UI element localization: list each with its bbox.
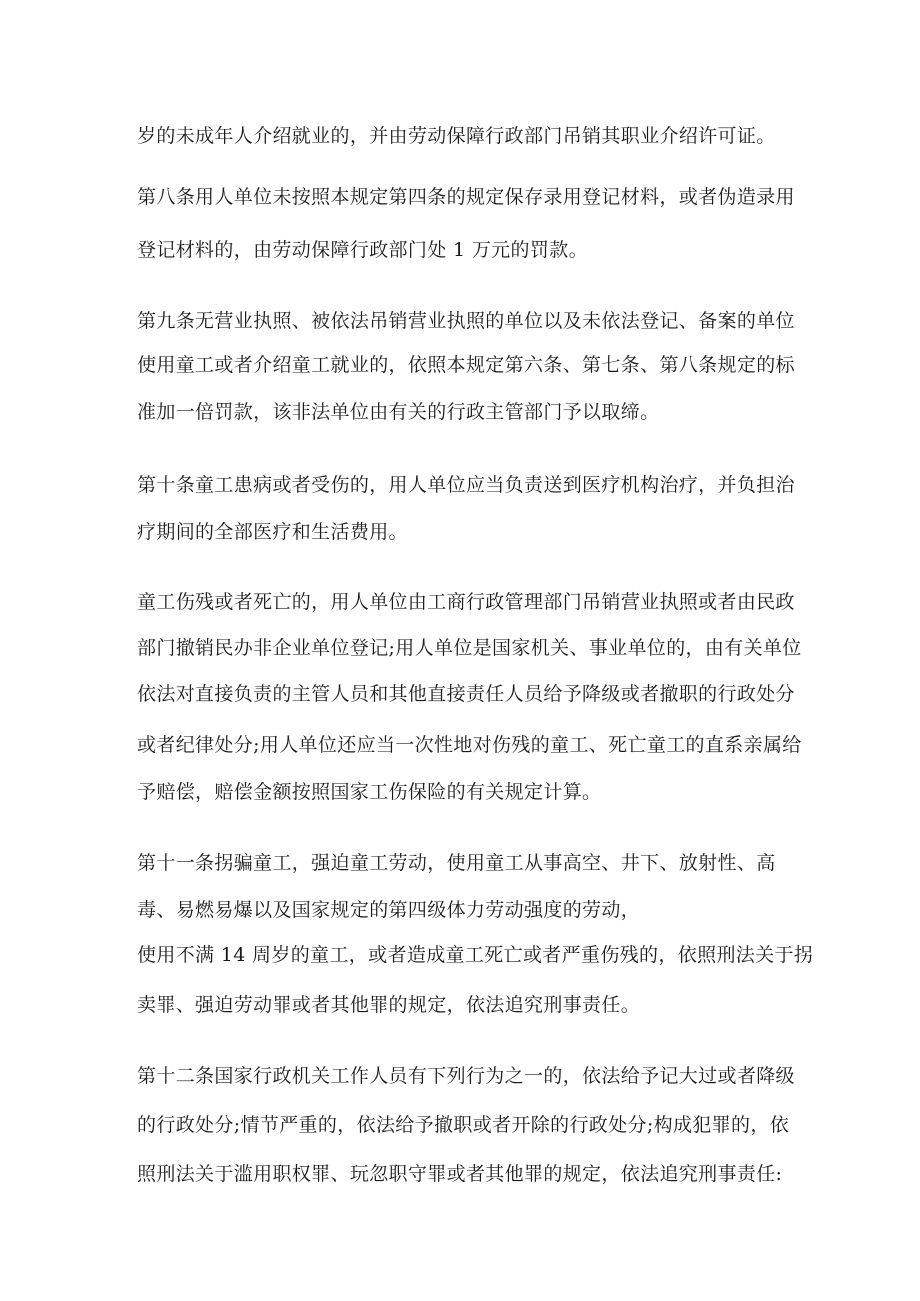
text-line: 使用童工或者介绍童工就业的，依照本规定第六条、第七条、第八条规定的标 [137, 354, 795, 376]
text-line: 准加一倍罚款，该非法单位由有关的行政主管部门予以取缔。 [137, 401, 660, 423]
text-line: 岁的未成年人介绍就业的，并由劳动保障行政部门吊销其职业介绍许可证。 [137, 125, 776, 147]
text-line: 部门撤销民办非企业单位登记;用人单位是国家机关、事业单位的，由有关单位 [137, 637, 802, 659]
text-line: 第九条无营业执照、被依法吊销营业执照的单位以及未依法登记、备案的单位 [137, 310, 795, 332]
text-line: 童工伤残或者死亡的，用人单位由工商行政管理部门吊销营业执照或者由民政 [137, 591, 795, 613]
text-line: 第十条童工患病或者受伤的，用人单位应当负责送到医疗机构治疗，并负担治 [137, 474, 795, 496]
text-line: 第十二条国家行政机关工作人员有下列行为之一的，依法给予记大过或者降级 [137, 1065, 795, 1087]
text-line: 疗期间的全部医疗和生活费用。 [137, 521, 408, 543]
text-line: 的行政处分;情节严重的，依法给予撤职或者开除的行政处分;构成犯罪的，依 [137, 1114, 790, 1136]
text-line: 第八条用人单位未按照本规定第四条的规定保存录用登记材料，或者伪造录用 [137, 186, 795, 208]
text-line: 毒、易燃易爆以及国家规定的第四级体力劳动强度的劳动， [137, 899, 641, 921]
text-line: 卖罪、强迫劳动罪或者其他罪的规定，依法追究刑事责任。 [137, 994, 641, 1016]
text-line: 使用不满 14 周岁的童工，或者造成童工死亡或者严重伤残的，依照刑法关于拐 [137, 944, 814, 966]
text-line: 照刑法关于滥用职权罪、玩忽职守罪或者其他罪的规定，依法追究刑事责任: [137, 1163, 783, 1185]
text-line: 或者纪律处分;用人单位还应当一次性地对伤残的童工、死亡童工的直系亲属给 [137, 734, 802, 756]
text-line: 登记材料的，由劳动保障行政部门处 1 万元的罚款。 [137, 239, 588, 261]
text-line: 第十一条拐骗童工，强迫童工劳动，使用童工从事高空、井下、放射性、高 [137, 852, 776, 874]
text-line: 依法对直接负责的主管人员和其他直接责任人员给予降级或者撤职的行政处分 [137, 683, 795, 705]
text-line: 予赔偿，赔偿金额按照国家工伤保险的有关规定计算。 [137, 781, 602, 803]
